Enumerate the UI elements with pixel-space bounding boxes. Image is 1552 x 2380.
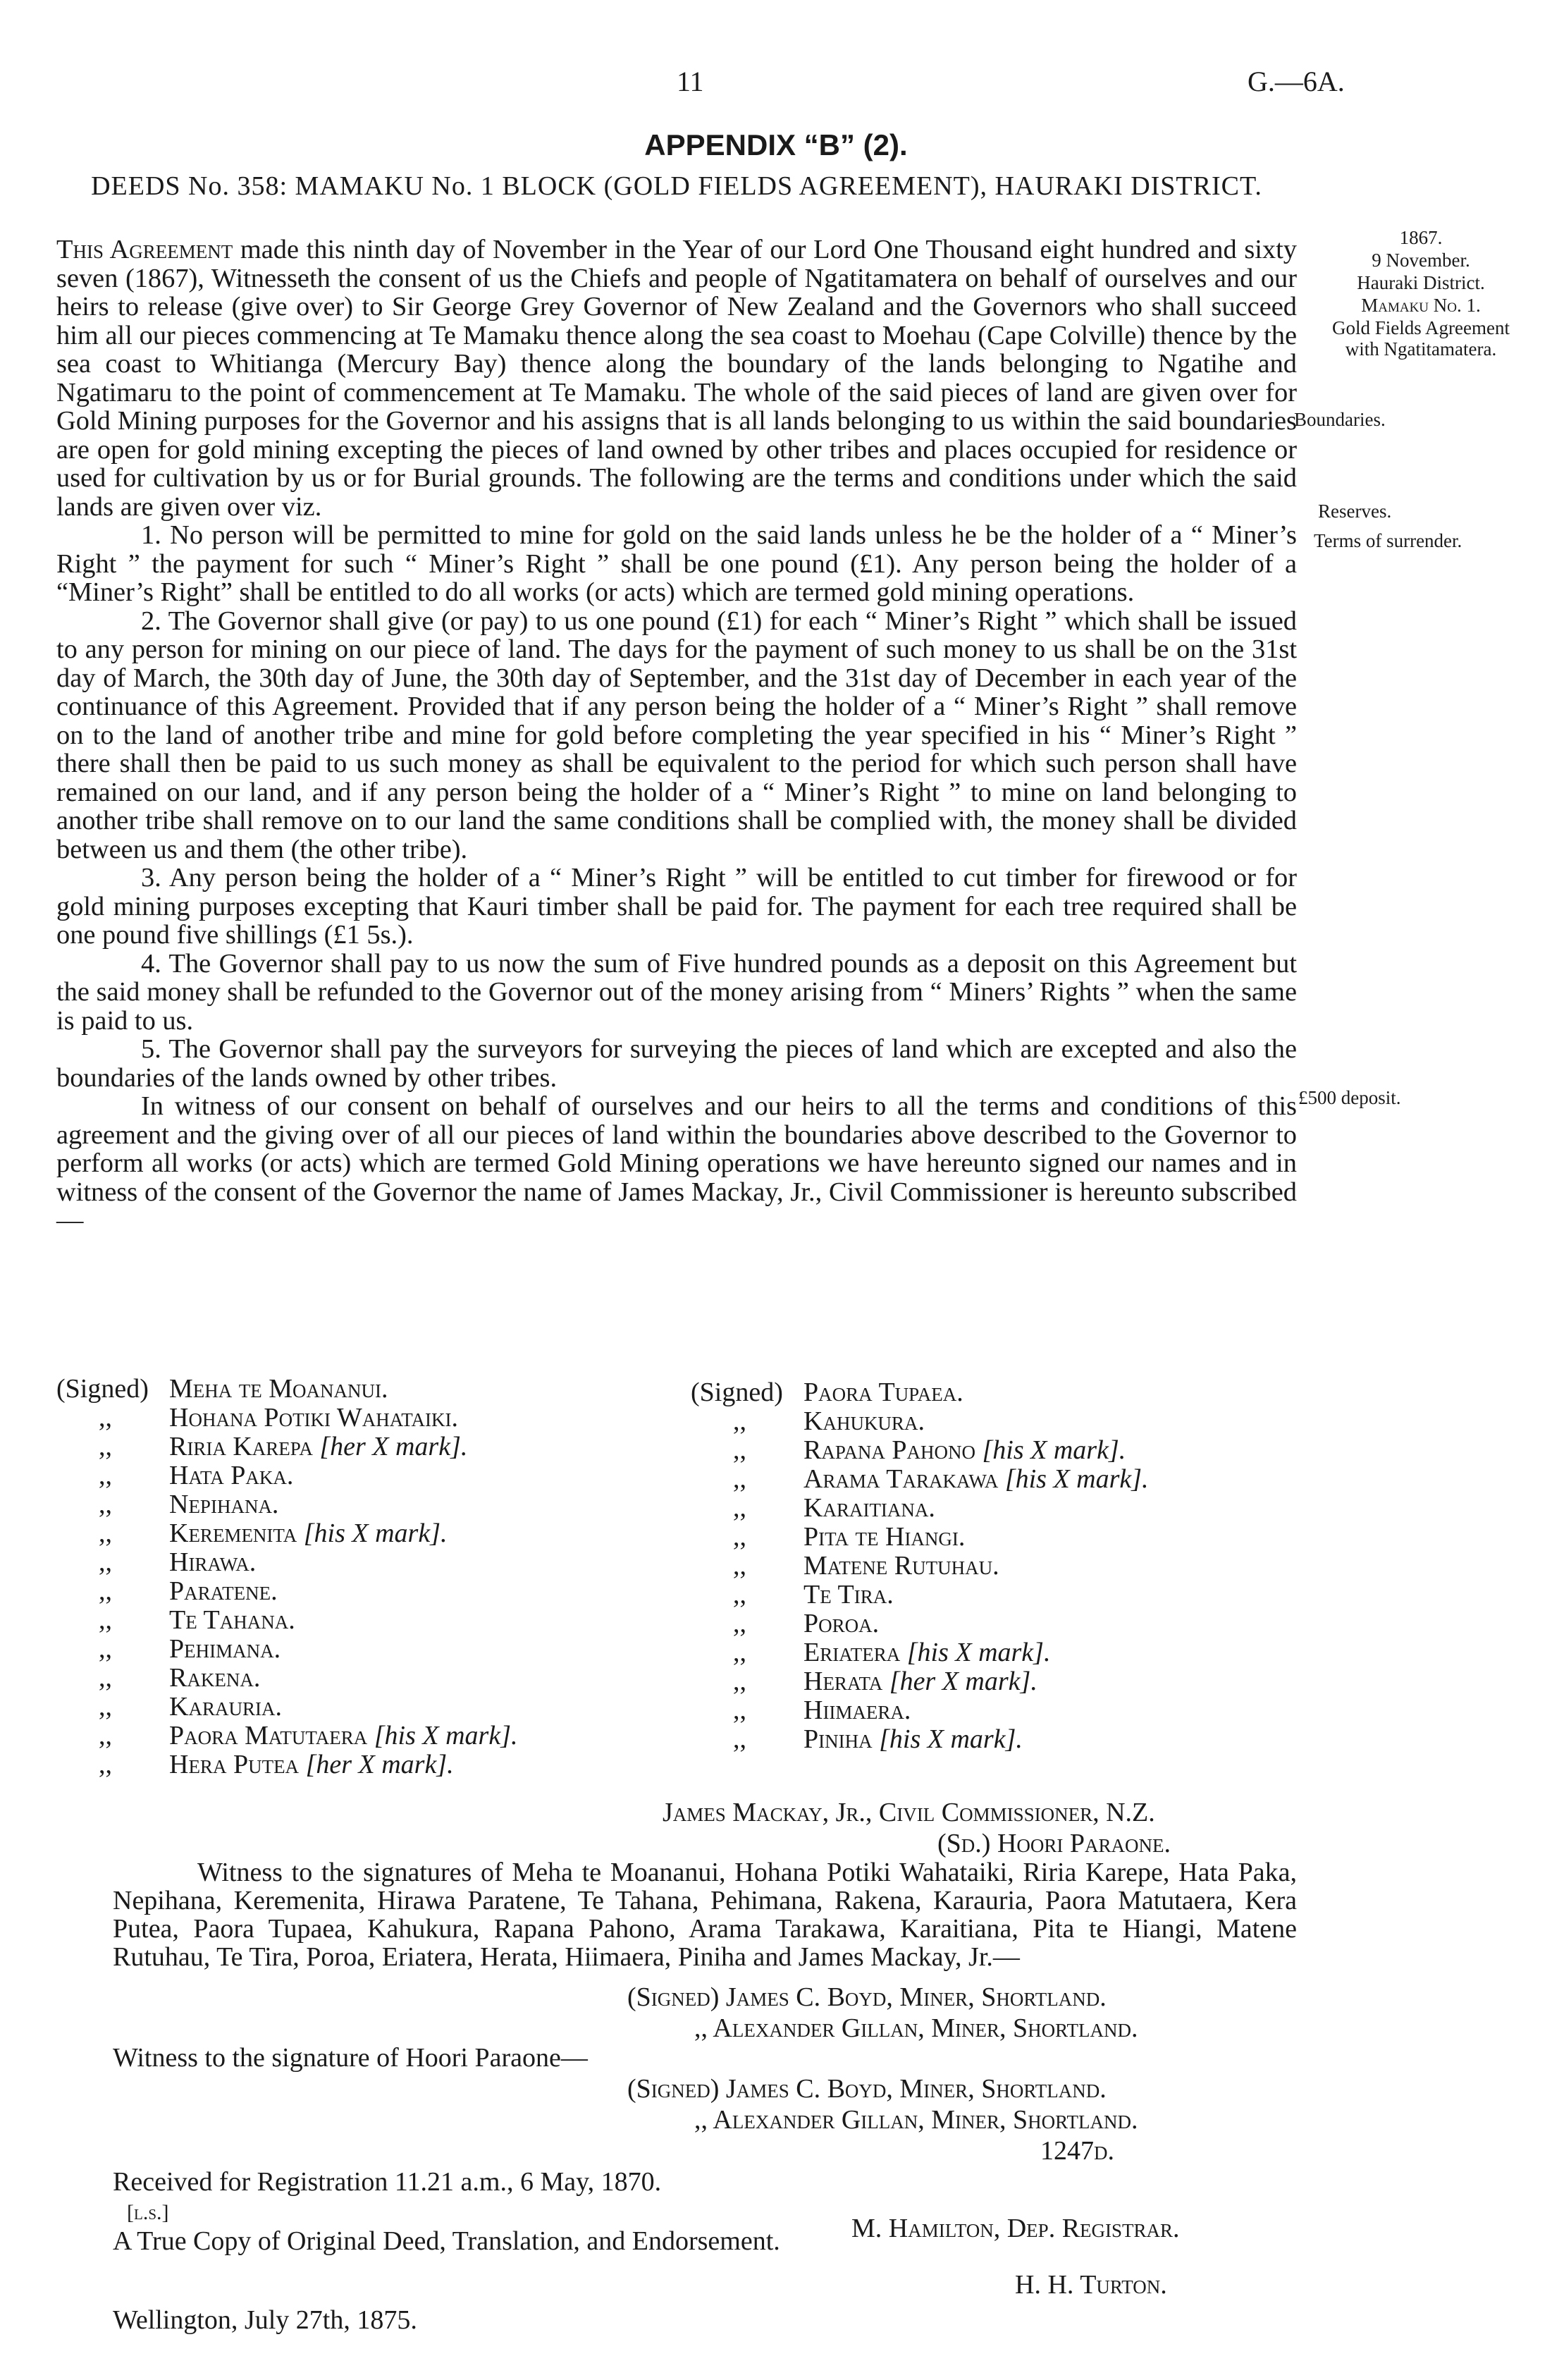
signature-row: ,, Te Tira. [733, 1580, 894, 1609]
term-5: 5. The Governor shall pay the surveyors for surveying the pieces of land which are excepted and also the boundaries of the lands owned by other tribes. [56, 1034, 1297, 1093]
signature-row: (Signed) Paora Tupaea. [691, 1378, 963, 1407]
place-and-date: Wellington, July 27th, 1875. [113, 2305, 417, 2335]
witness2-second: ,, Alexander Gillan, Miner, Shortland. [694, 2105, 1138, 2135]
intro-text: made this ninth day of November in the Year of our Lord One Thousand eight hundred and sixty seven (1867), Witnesseth the consent of us the Chiefs and people of Ngatitamatera on behalf of ourselves and our heirs to release (give over) to Sir George Grey Governor of New Zealand and the Governors who shall succeed him all our pieces commencing at Te Mamaku thence along the sea coast to Moehau (Cape Colville) thence by the sea coast to Whitianga (Mercury Bay) thence along the boundary of the lands belonging to Ngatihe and Ngatimaru to the point of commencement at Te Mamaku. The whole of the said pieces of land are given over for Gold Mining purposes for the Governor and his assigns that is all lands belonging to us within the said boundaries are open for gold mining excepting the pieces of land owned by other tribes and places occupied for residence or used for cultivation by us or for Burial grounds. The following are the terms and conditions under which the said lands are given over viz. [56, 235, 1297, 522]
signature-row: ,, Piniha [his X mark]. [733, 1724, 1023, 1754]
signature-row: ,, Rapana Pahono [his X mark]. [733, 1435, 1126, 1465]
margin-note-date: 9 November. [1372, 250, 1470, 271]
signature-row: ,, Matene Rutuhau. [733, 1551, 999, 1581]
agreement-body [56, 235, 1297, 1235]
signature-row: ,, Hohana Potiki Wahataiki. [99, 1403, 459, 1433]
signature-row: ,, Pehimana. [99, 1634, 281, 1664]
intro-lead: This Agreement [56, 235, 233, 264]
signatures-left [56, 1375, 518, 1779]
signature-row: ,, Karaitiana. [733, 1493, 935, 1523]
signature-row: ,, Pita te Hiangi. [733, 1522, 966, 1552]
document-reference: G.—6A. [1248, 66, 1345, 97]
true-copy-statement: A True Copy of Original Deed, Translation, and Endorsement. [113, 2226, 780, 2256]
signature-row: ,, Paratene. [99, 1576, 278, 1606]
signature-row: ,, Poroa. [733, 1609, 880, 1638]
received-for-registration: Received for Registration 11.21 a.m., 6 May, 1870. [113, 2167, 662, 2197]
margin-note-year: 1867. [1399, 227, 1443, 248]
signature-row: ,, Hera Putea [her X mark]. [99, 1750, 454, 1779]
registrar-signature: M. Hamilton, Dep. Registrar. [851, 2214, 1180, 2243]
margin-note-block: Mamaku No. 1. [1361, 295, 1481, 316]
witness-hoori-label: Witness to the signature of Hoori Paraone— [113, 2043, 588, 2073]
commissioner-signature: James Mackay, Jr., Civil Commissioner, N.Z. [663, 1798, 1155, 1827]
signature-row: ,, Paora Matutaera [his X mark]. [99, 1721, 518, 1750]
signature-row: ,, Keremenita [his X mark]. [99, 1519, 448, 1548]
margin-note-district: Hauraki District. [1357, 272, 1485, 293]
margin-note-terms: Terms of surrender. [1314, 530, 1462, 551]
signature-row: ,, Riria Karepa [her X mark]. [99, 1432, 468, 1461]
signature-row: ,, Nepihana. [99, 1490, 279, 1519]
margin-note-reserves: Reserves. [1318, 501, 1392, 522]
witness-names-paragraph: Witness to the signatures of Meha te Moananui, Hohana Potiki Wahataiki, Riria Karepe, Hata Paka, Nepihana, Keremenita, Hirawa Paratene, Te Tahana, Pehimana, Rakena, Karauria, Paora Matutaera, Kera Putea, Paora Tupaea, Kahukura, Rapana Pahono, Arama Tarakawa, Karaitiana, Pita te Hiangi, Matene Rutuhau, Te Tira, Poroa, Eriatera, Herata, Hiimaera, Piniha and James Mackay, Jr.— [113, 1858, 1297, 1972]
signature-row: ,, Eriatera [his X mark]. [733, 1638, 1051, 1667]
seal-mark: [l.s.] [127, 2201, 169, 2224]
witness-paragraph: In witness of our consent on behalf of ourselves and our heirs to all the terms and conditions of this agreement and the giving over of all our pieces of land within the boundaries above described to the Governor to perform all works (or acts) which are termed Gold Mining operations we have hereunto signed our names and in witness of the consent of the Governor the name of James Mackay, Jr., Civil Commissioner is hereunto subscribed— [56, 1091, 1297, 1235]
signature-row: ,, Kahukura. [733, 1406, 925, 1436]
margin-note-deposit: £500 deposit. [1298, 1087, 1401, 1108]
signature-row: ,, Herata [her X mark]. [733, 1667, 1037, 1696]
witness2-signed: (Signed) James C. Boyd, Miner, Shortland. [627, 2074, 1107, 2104]
appendix-title: APPENDIX “B” (2). [644, 128, 908, 161]
term-4: 4. The Governor shall pay to us now the sum of Five hundred pounds as a deposit on this Agreement but the said money shall be refunded to the Governor out of the money arising from “ Miners’ Rights ” when the same is paid to us. [56, 948, 1297, 1036]
signature-row: ,, Karauria. [99, 1692, 282, 1722]
hoori-signature: (Sd.) Hoori Paraone. [937, 1829, 1171, 1858]
signature-row: ,, Hirawa. [99, 1547, 257, 1577]
witness1-signed: (Signed) James C. Boyd, Miner, Shortland. [627, 1982, 1107, 2012]
signature-row: ,, Arama Tarakawa [his X mark]. [733, 1464, 1149, 1494]
term-1: 1. No person will be permitted to mine for gold on the said lands unless he be the holder of a “ Miner’s Right ” the payment for such “ Miner’s Right ” shall be one pound (£1). Any person being the holder of a “Miner’s Right” shall be entitled to do all works (or acts) which are termed gold mining operations. [56, 520, 1297, 607]
signature-row: ,, Te Tahana. [99, 1605, 295, 1635]
turton-signature: H. H. Turton. [1015, 2270, 1167, 2300]
term-2: 2. The Governor shall give (or pay) to us one pound (£1) for each “ Miner’s Right ” which shall be issued to any person for mining on our piece of land. The days for the payment of such money to us shall be on the 31st day of March, the 30th day of June, the 30th day of September, and the 31st day of December in each year of the continuance of this Agreement. Provided that if any person being the holder of a “ Miner’s Right ” shall remove on to the land of another tribe and mine for gold before completing the year specified in his “ Miner’s Right ” there shall then be paid to us such money as shall be equivalent to the period for which such person shall have remained on our land, and if any person being the holder of a “ Miner’s Right ” to mine on land belonging to another tribe shall remove on to our land the same conditions shall be complied with, the money shall be divided between us and them (the other tribe). [56, 606, 1297, 864]
signatures-right [691, 1378, 1149, 1754]
signature-row: (Signed) Meha te Moananui. [56, 1374, 388, 1404]
term-3: 3. Any person being the holder of a “ Miner’s Right ” will be entitled to cut timber for firewood or for gold mining purposes excepting that Kauri timber shall be paid for. The payment for each tree required shall be one pound five shillings (£1 5s.). [56, 863, 1297, 950]
margin-note-boundaries: Boundaries. [1294, 409, 1386, 430]
margin-note-agreement: Gold Fields Agreement with Ngatitamatera. [1332, 317, 1510, 360]
signature-row: ,, Hiimaera. [733, 1695, 911, 1725]
deed-subtitle: DEEDS No. 358: MAMAKU No. 1 BLOCK (GOLD FIELDS AGREEMENT), HAURAKI DISTRICT. [91, 171, 1262, 201]
intro-paragraph [56, 235, 1297, 521]
registration-number: 1247d. [1040, 2136, 1114, 2166]
signature-row: ,, Hata Paka. [99, 1461, 294, 1490]
signature-row: ,, Rakena. [99, 1663, 261, 1693]
page-number: 11 [677, 66, 704, 97]
witness1-second: ,, Alexander Gillan, Miner, Shortland. [694, 2013, 1138, 2043]
